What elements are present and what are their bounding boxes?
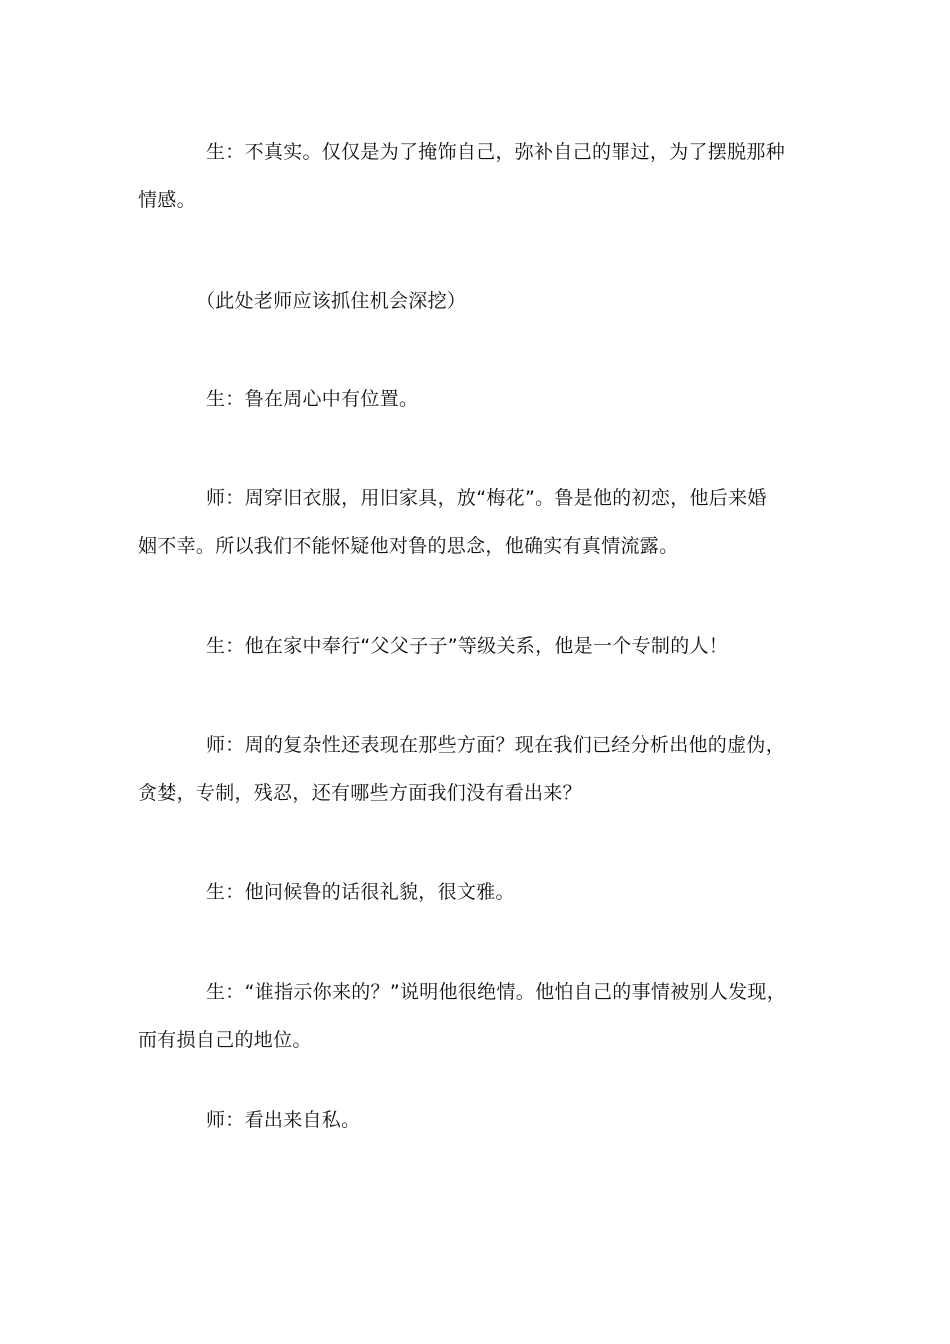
- paragraph-line: 师：周的复杂性还表现在那些方面？现在我们已经分析出他的虚伪，: [206, 734, 786, 756]
- paragraph-line: 贪婪，专制，残忍，还有哪些方面我们没有看出来？: [138, 782, 582, 804]
- paragraph-line: 师：周穿旧衣服，用旧家具，放“梅花”。鲁是他的初恋，他后来婚: [206, 487, 767, 509]
- paragraph-student-lu-position: [138, 375, 828, 423]
- paragraph-student-not-genuine: [138, 128, 828, 224]
- paragraph-line: 而有损自己的地位。: [138, 1029, 312, 1051]
- paragraph-line: 生：他问候鲁的话很礼貌，很文雅。: [206, 881, 515, 903]
- paragraph-teacher-complexity: [138, 721, 828, 817]
- paragraph-student-hierarchy: [138, 622, 828, 670]
- paragraph-line: 生：“谁指示你来的？”说明他很绝情。他怕自己的事情被别人发现，: [206, 981, 786, 1003]
- paragraph-teacher-note: [138, 277, 828, 325]
- paragraph-line: 生：鲁在周心中有位置。: [206, 388, 419, 410]
- paragraph-student-ruthless: [138, 968, 828, 1064]
- paragraph-line: 生：不真实。仅仅是为了掩饰自己，弥补自己的罪过，为了摆脱那种: [206, 141, 786, 163]
- paragraph-teacher-old-clothes: [138, 474, 828, 570]
- paragraph-line: 姻不幸。所以我们不能怀疑他对鲁的思念，他确实有真情流露。: [138, 535, 679, 557]
- paragraph-teacher-selfish: [138, 1096, 828, 1144]
- paragraph-line: （此处老师应该抓住机会深挖）: [196, 290, 467, 312]
- paragraph-line: 师：看出来自私。: [206, 1109, 361, 1131]
- paragraph-line: 生：他在家中奉行“父父子子”等级关系，他是一个专制的人！: [206, 635, 729, 657]
- paragraph-student-polite: [138, 868, 828, 916]
- paragraph-line: 情感。: [138, 189, 196, 211]
